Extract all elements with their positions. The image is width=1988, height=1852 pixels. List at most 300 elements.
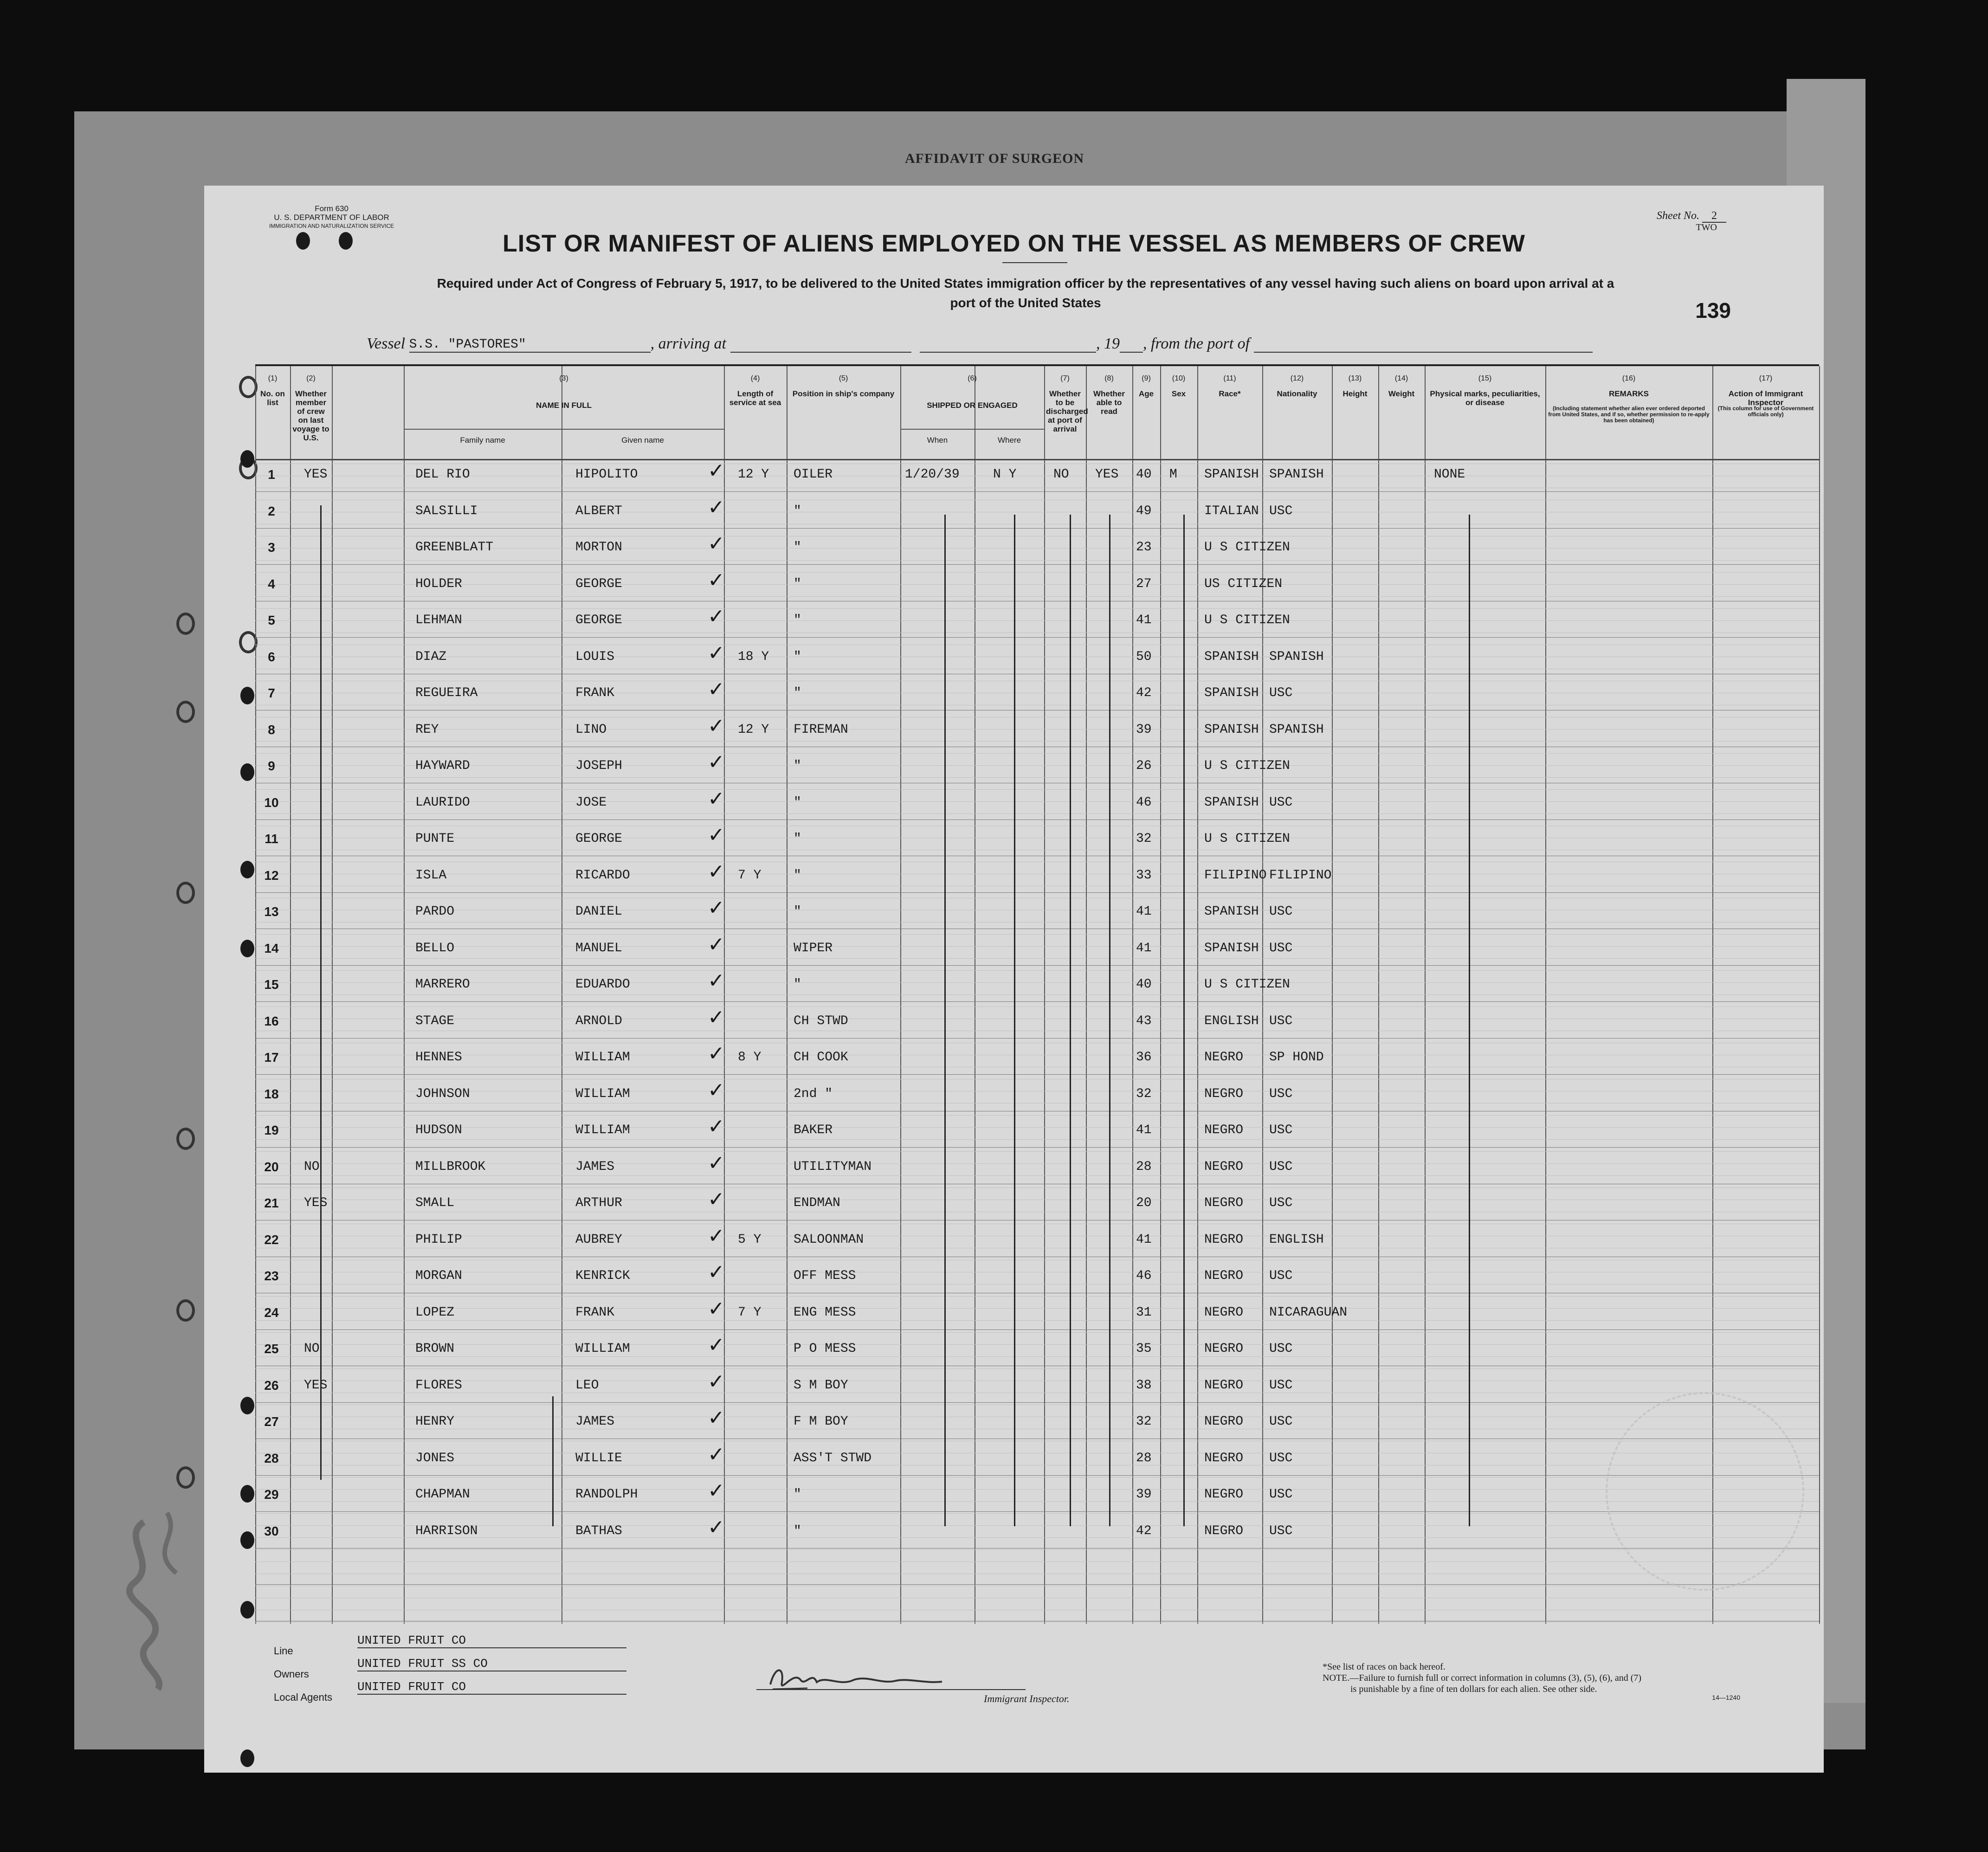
cell-position: ENDMAN [794, 1196, 840, 1210]
ruled-line [255, 1368, 1819, 1369]
column-number: (7) [1060, 374, 1070, 382]
column-number: (9) [1142, 374, 1151, 382]
column-rule [1545, 366, 1546, 1624]
cell-given: AUBREY [575, 1232, 622, 1247]
cell-race: NEGRO [1204, 1050, 1244, 1065]
ditto-line [552, 1396, 554, 1526]
punch-hole [240, 763, 254, 781]
ruled-line [255, 1356, 1819, 1357]
check-mark: ✓ [708, 1479, 725, 1503]
cell-given: GEORGE [575, 832, 622, 846]
cell-age: 26 [1136, 759, 1152, 773]
column-number: (13) [1348, 374, 1362, 382]
cell-family: REY [415, 722, 439, 737]
row-rule [255, 491, 1819, 492]
cell-age: 27 [1136, 576, 1152, 591]
ruled-line [255, 1163, 1819, 1164]
cell-race: NEGRO [1204, 1269, 1244, 1283]
cell-nat: USC [1269, 686, 1293, 700]
cell-age: 46 [1136, 1269, 1152, 1283]
cell-given: BATHAS [575, 1523, 622, 1538]
cell-given: ARNOLD [575, 1013, 622, 1028]
cell-race: US CITIZEN [1204, 576, 1283, 591]
cell-race: U S CITIZEN [1204, 540, 1290, 555]
row-rule [255, 965, 1819, 966]
check-mark: ✓ [708, 969, 725, 993]
column-header: Whether member of crew on last voyage to U.S. [292, 389, 329, 442]
ruled-line [255, 982, 1819, 983]
cell-service: 5 Y [738, 1232, 762, 1247]
row-number: 26 [264, 1378, 279, 1393]
ruled-line [255, 1501, 1819, 1502]
cell-race: FILIPINO [1204, 868, 1267, 883]
column-number: (11) [1223, 374, 1236, 382]
cell-race: NEGRO [1204, 1086, 1244, 1101]
cell-family: LOPEZ [415, 1305, 455, 1320]
row-number: 3 [268, 540, 275, 555]
cell-family: BELLO [415, 941, 455, 955]
check-mark: ✓ [708, 1224, 725, 1248]
arriving-label: , arriving at [650, 335, 726, 352]
from-port-label: , from the port of [1143, 335, 1250, 352]
cell-last: YES [304, 467, 328, 482]
cell-age: 23 [1136, 540, 1152, 555]
row-rule [255, 564, 1819, 565]
row-number: 14 [264, 941, 279, 955]
row-number: 29 [264, 1487, 279, 1502]
cell-given: LINO [575, 722, 607, 737]
subtitle-line-2: port of the United States [950, 296, 1101, 310]
cell-race: SPANISH [1204, 904, 1259, 919]
cell-nat: ENGLISH [1269, 1232, 1324, 1247]
ruled-line [255, 1308, 1819, 1309]
check-mark: ✓ [708, 1297, 725, 1321]
cell-given: WILLIAM [575, 1123, 630, 1137]
ruled-line [255, 1513, 1819, 1514]
row-number: 1 [268, 467, 275, 482]
ruled-line [255, 572, 1819, 573]
column-rule [1332, 366, 1333, 1624]
ruled-line [255, 1175, 1819, 1176]
cell-position: " [794, 613, 801, 627]
cell-family: SALSILLI [415, 503, 478, 518]
cell-family: GREENBLATT [415, 540, 494, 555]
cell-position: CH COOK [794, 1050, 848, 1065]
column-number: (12) [1290, 374, 1304, 382]
column-number: (17) [1759, 374, 1773, 382]
cell-position: UTILITYMAN [794, 1159, 872, 1174]
cell-last: NO [304, 1159, 320, 1174]
cell-service: 8 Y [738, 1050, 762, 1065]
line-label: Line [274, 1645, 293, 1657]
column-header: (This column for use of Government officials only) [1717, 405, 1814, 418]
punch-hole [240, 1485, 254, 1503]
cell-given: GEORGE [575, 576, 622, 591]
arriving-blank [730, 334, 911, 353]
row-number: 22 [264, 1232, 279, 1247]
cell-given: KENRICK [575, 1269, 630, 1283]
column-header: Race* [1219, 389, 1241, 398]
ruled-line [255, 765, 1819, 766]
check-mark: ✓ [708, 932, 725, 956]
cell-race: ENGLISH [1204, 1013, 1259, 1028]
cell-position: " [794, 832, 801, 846]
header-rule [255, 459, 1819, 460]
ruled-line [255, 946, 1819, 947]
cell-age: 35 [1136, 1342, 1152, 1356]
column-header: Height [1343, 389, 1368, 398]
ruled-line [255, 934, 1819, 935]
vessel-name: S.S. "PASTORES" [409, 337, 651, 353]
cell-age: 42 [1136, 1523, 1152, 1538]
check-mark: ✓ [708, 787, 725, 811]
cell-age: 32 [1136, 1086, 1152, 1101]
cell-given: WILLIAM [575, 1050, 630, 1065]
column-header: SHIPPED OR ENGAGED [927, 401, 1018, 410]
cell-nat: USC [1269, 1378, 1293, 1393]
column-header: Family name [460, 436, 505, 445]
ruled-line [255, 813, 1819, 814]
cell-race: NEGRO [1204, 1232, 1244, 1247]
row-rule [255, 1548, 1819, 1549]
column-number: (5) [839, 374, 848, 382]
ruled-line [255, 922, 1819, 923]
faded-seal [1606, 1392, 1804, 1591]
cell-given: LEO [575, 1378, 599, 1393]
cell-service: 12 Y [738, 722, 769, 737]
ruled-line [255, 560, 1819, 561]
check-mark: ✓ [708, 1442, 725, 1466]
ruled-line [255, 632, 1819, 633]
page-number: 139 [1695, 298, 1731, 323]
cell-age: 49 [1136, 503, 1152, 518]
check-mark: ✓ [708, 1260, 725, 1284]
cell-family: HENRY [415, 1414, 455, 1429]
column-rule [1132, 366, 1133, 1624]
column-rule [1160, 366, 1161, 1624]
ditto-line [944, 515, 946, 1526]
form-code: 14—1240 [1712, 1694, 1740, 1701]
binder-ring [176, 1128, 195, 1150]
column-number: (16) [1622, 374, 1636, 382]
cell-given: JOSE [575, 795, 607, 810]
cell-family: CHAPMAN [415, 1487, 470, 1502]
ruled-line [255, 1525, 1819, 1526]
column-rule [1819, 366, 1820, 1624]
cell-position: " [794, 540, 801, 555]
cell-family: DEL RIO [415, 467, 470, 482]
cell-service: 7 Y [738, 1305, 762, 1320]
ruled-line [255, 1139, 1819, 1140]
cell-age: 39 [1136, 1487, 1152, 1502]
subtitle-line-1: Required under Act of Congress of February 5, 1917, to be delivered to the United States immigration officer by the representatives of any vessel having such aliens on board upon arrival at a [437, 276, 1614, 290]
punch-hole [240, 450, 254, 468]
cell-age: 38 [1136, 1378, 1152, 1393]
column-header: Nationality [1277, 389, 1317, 398]
cell-nat: SPANISH [1269, 722, 1324, 737]
cell-family: LEHMAN [415, 613, 462, 627]
ruled-line [255, 789, 1819, 790]
row-number: 16 [264, 1013, 279, 1028]
row-rule [255, 1475, 1819, 1476]
column-number: (10) [1172, 374, 1186, 382]
cell-position: " [794, 977, 801, 992]
cell-family: SMALL [415, 1196, 455, 1210]
cell-position: BAKER [794, 1123, 833, 1137]
cell-position: F M BOY [794, 1414, 848, 1429]
row-rule [255, 1001, 1819, 1002]
cell-given: ARTHUR [575, 1196, 622, 1210]
column-number: (1) [268, 374, 278, 382]
cell-age: 40 [1136, 467, 1152, 482]
row-number: 23 [264, 1269, 279, 1283]
ruled-line [255, 1320, 1819, 1321]
cell-family: HARRISON [415, 1523, 478, 1538]
cell-family: PUNTE [415, 832, 455, 846]
column-rule [290, 366, 291, 1624]
cell-position: WIPER [794, 941, 833, 955]
cell-nat: SPANISH [1269, 649, 1324, 664]
ruled-line [255, 1332, 1819, 1333]
row-number: 6 [268, 649, 275, 664]
binder-ring [176, 701, 195, 723]
binder-ring [239, 376, 258, 398]
check-mark: ✓ [708, 859, 725, 884]
cell-position: P O MESS [794, 1342, 856, 1356]
column-rule [1044, 366, 1045, 1624]
cell-given: JAMES [575, 1414, 615, 1429]
cell-nat: SP HOND [1269, 1050, 1324, 1065]
footnote [1323, 1661, 1740, 1695]
manifest-form [204, 186, 1824, 1773]
cell-nat: USC [1269, 1269, 1293, 1283]
cell-where: N Y [993, 467, 1017, 482]
row-number: 27 [264, 1414, 279, 1429]
column-header: Age [1138, 389, 1154, 398]
cell-race: SPANISH [1204, 941, 1259, 955]
inspector-signature [766, 1661, 951, 1698]
row-number: 20 [264, 1159, 279, 1174]
punch-hole [240, 1601, 254, 1619]
cell-nat: USC [1269, 1123, 1293, 1137]
check-mark: ✓ [708, 1005, 725, 1029]
cell-position: OFF MESS [794, 1269, 856, 1283]
cell-race: U S CITIZEN [1204, 759, 1290, 773]
row-number: 9 [268, 759, 275, 773]
row-rule [255, 1402, 1819, 1403]
column-header: Sex [1171, 389, 1186, 398]
column-number: (2) [306, 374, 316, 382]
cell-nat: USC [1269, 1523, 1293, 1538]
cell-family: PHILIP [415, 1232, 462, 1247]
cell-age: 39 [1136, 722, 1152, 737]
punch-hole [240, 1749, 254, 1767]
column-header: Length of service at sea [729, 389, 781, 407]
agents-label: Local Agents [274, 1691, 332, 1703]
row-rule [255, 1074, 1819, 1075]
row-number: 28 [264, 1451, 279, 1465]
cell-age: 42 [1136, 686, 1152, 700]
ruled-line [255, 1537, 1819, 1538]
form-number: Form 630 [315, 204, 349, 213]
signature-line [756, 1689, 1026, 1690]
binder-ring [239, 631, 258, 653]
cell-position: " [794, 904, 801, 919]
column-number: (3) [559, 374, 568, 382]
cell-family: REGUEIRA [415, 686, 478, 700]
cell-age: 46 [1136, 795, 1152, 810]
cell-age: 33 [1136, 868, 1152, 883]
column-header: Where [997, 436, 1021, 445]
cell-family: FLORES [415, 1378, 462, 1393]
column-header: NAME IN FULL [536, 401, 592, 410]
binder-ring [176, 1299, 195, 1322]
column-header: Whether able to read [1093, 389, 1125, 416]
ruled-line [255, 970, 1819, 971]
column-rule [1262, 366, 1263, 1624]
date-blank [920, 334, 1096, 353]
cell-race: NEGRO [1204, 1123, 1244, 1137]
cell-nat: USC [1269, 1196, 1293, 1210]
cell-family: PARDO [415, 904, 455, 919]
cell-last: NO [304, 1342, 320, 1356]
cell-family: DIAZ [415, 649, 447, 664]
cell-position: " [794, 795, 801, 810]
cell-nat: USC [1269, 1159, 1293, 1174]
row-rule [255, 1038, 1819, 1039]
cell-family: HENNES [415, 1050, 462, 1065]
cell-nat: USC [1269, 941, 1293, 955]
line-value: UNITED FRUIT CO [357, 1633, 626, 1648]
row-number: 13 [264, 904, 279, 919]
ruled-line [255, 1151, 1819, 1152]
ditto-line [1183, 515, 1185, 1526]
cell-race: NEGRO [1204, 1487, 1244, 1502]
ruled-line [255, 1187, 1819, 1188]
cell-race: U S CITIZEN [1204, 977, 1290, 992]
row-number: 12 [264, 868, 279, 883]
cell-read: YES [1095, 467, 1119, 482]
column-number: (14) [1394, 374, 1408, 382]
row-rule [255, 1147, 1819, 1148]
column-header: REMARKS [1609, 389, 1649, 398]
cell-nat: SPANISH [1269, 467, 1324, 482]
row-number: 2 [268, 503, 275, 518]
ruled-line [255, 1296, 1819, 1297]
cell-race: NEGRO [1204, 1451, 1244, 1465]
column-rule [1378, 366, 1379, 1624]
ruled-line [255, 741, 1819, 742]
check-mark: ✓ [708, 459, 725, 483]
check-mark: ✓ [708, 532, 725, 555]
check-mark: ✓ [708, 750, 725, 774]
cell-race: ITALIAN [1204, 503, 1259, 518]
column-header: Action of Immigrant Inspector [1728, 389, 1803, 407]
cell-given: FRANK [575, 1305, 615, 1320]
cell-family: JOHNSON [415, 1086, 470, 1101]
cell-when: 1/20/39 [905, 467, 960, 482]
check-mark: ✓ [708, 568, 725, 592]
cell-service: 7 Y [738, 868, 762, 883]
ruled-line [255, 994, 1819, 995]
header-subrule [404, 429, 724, 430]
column-rule [332, 366, 333, 1624]
binder-ring [176, 613, 195, 635]
row-number: 5 [268, 613, 275, 627]
column-header: Physical marks, peculiarities, or disease [1430, 389, 1540, 407]
ditto-line [1109, 515, 1110, 1526]
column-header: Weight [1388, 389, 1415, 398]
cell-age: 40 [1136, 977, 1152, 992]
cell-given: RANDOLPH [575, 1487, 638, 1502]
cell-position: CH STWD [794, 1013, 848, 1028]
inspector-label: Immigrant Inspector. [984, 1693, 1070, 1704]
cell-nat: NICARAGUAN [1269, 1305, 1348, 1320]
check-mark: ✓ [708, 605, 725, 628]
check-mark: ✓ [708, 1369, 725, 1394]
races-note: *See list of races on back hereof. [1323, 1662, 1446, 1672]
cell-race: NEGRO [1204, 1305, 1244, 1320]
cell-family: HAYWARD [415, 759, 470, 773]
cell-race: NEGRO [1204, 1159, 1244, 1174]
check-mark: ✓ [708, 1187, 725, 1211]
column-header: Position in ship's company [792, 389, 895, 398]
column-header: (Including statement whether alien ever ordered deported from United States, and if so, whether permission to re-apply has been obtained) [1548, 405, 1710, 424]
cell-family: ISLA [415, 868, 447, 883]
ruled-line [255, 958, 1819, 959]
ruled-line [255, 1115, 1819, 1116]
row-number: 19 [264, 1123, 279, 1137]
cell-given: JOSEPH [575, 759, 622, 773]
check-mark: ✓ [708, 1151, 725, 1175]
ruled-line [255, 753, 1819, 754]
punch-hole [240, 861, 254, 878]
cell-race: SPANISH [1204, 795, 1259, 810]
cell-age: 20 [1136, 1196, 1152, 1210]
check-mark: ✓ [708, 896, 725, 920]
cell-position: 2nd " [794, 1086, 833, 1101]
ruled-line [255, 1549, 1819, 1550]
cell-position: FIREMAN [794, 722, 848, 737]
cell-age: 41 [1136, 1232, 1152, 1247]
cell-age: 36 [1136, 1050, 1152, 1065]
cell-age: 50 [1136, 649, 1152, 664]
sheet-value: 2 [1702, 210, 1726, 223]
cell-position: OILER [794, 467, 833, 482]
cell-position: " [794, 649, 801, 664]
cell-position: " [794, 1523, 801, 1538]
cell-position: " [794, 868, 801, 883]
cell-age: 31 [1136, 1305, 1152, 1320]
ruled-line [255, 1344, 1819, 1345]
cell-race: SPANISH [1204, 649, 1259, 664]
cell-family: LAURIDO [415, 795, 470, 810]
check-mark: ✓ [708, 641, 725, 665]
cell-nat: USC [1269, 795, 1293, 810]
owners-value: UNITED FRUIT SS CO [357, 1657, 626, 1671]
row-rule [255, 1511, 1819, 1512]
column-number: (8) [1104, 374, 1114, 382]
row-number: 21 [264, 1196, 279, 1210]
row-number: 8 [268, 722, 275, 737]
cell-age: 41 [1136, 904, 1152, 919]
port-blank [1254, 334, 1593, 353]
header-subrule [900, 429, 1044, 430]
row-rule [255, 1329, 1819, 1330]
cell-race: U S CITIZEN [1204, 832, 1290, 846]
row-number: 4 [268, 576, 275, 591]
cell-family: JONES [415, 1451, 455, 1465]
